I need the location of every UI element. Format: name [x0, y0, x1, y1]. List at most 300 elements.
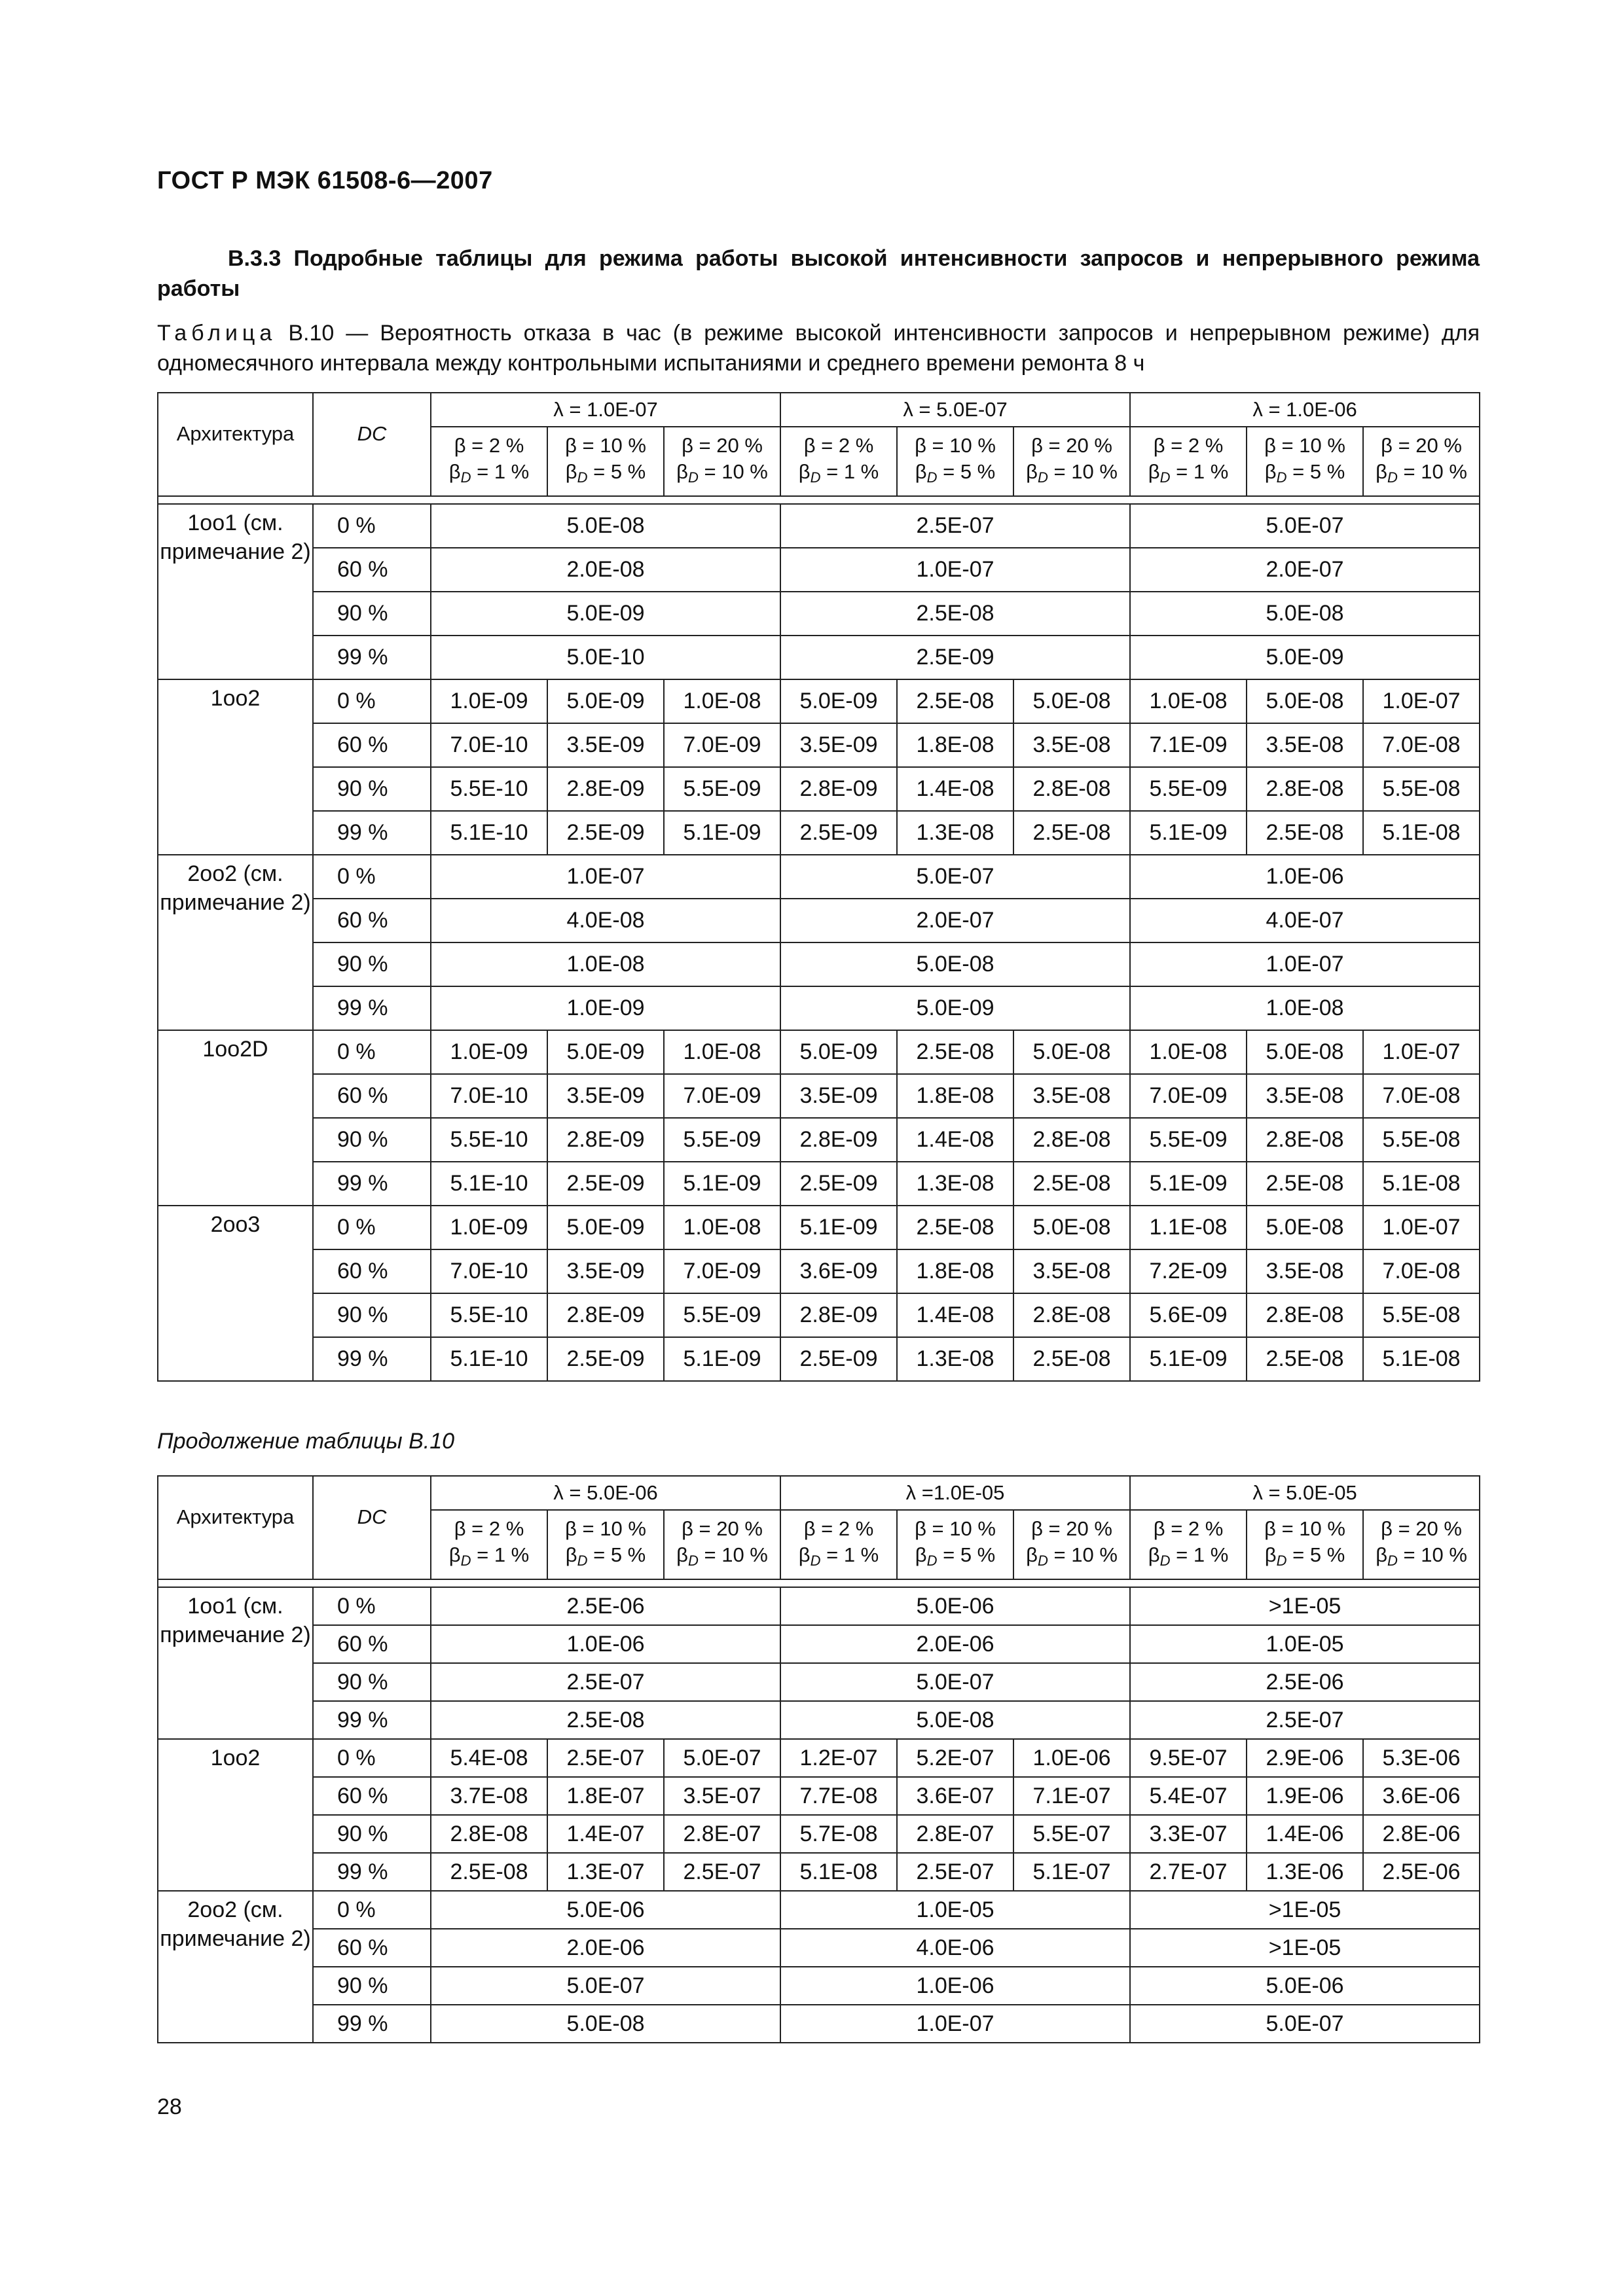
value-cell: 7.1E-09: [1130, 723, 1247, 767]
beta-d-subscript: D: [577, 469, 588, 486]
table-row: [158, 1249, 1480, 1293]
value-cell: 1.2E-07: [780, 1739, 897, 1777]
continuation-caption: Продолжение таблицы В.10: [157, 1429, 455, 1454]
value-cell: 3.5E-08: [1247, 723, 1363, 767]
table-row: [158, 548, 1480, 592]
value-cell: 7.0E-10: [431, 1249, 547, 1293]
value-cell-merged: >1E-05: [1130, 1891, 1480, 1929]
value-cell: 5.1E-08: [1363, 811, 1480, 855]
value-cell: 5.1E-07: [1013, 1853, 1130, 1891]
architecture-cell: 1oo2D: [158, 1030, 313, 1206]
value-cell-merged: 1.0E-07: [1130, 942, 1480, 986]
value-cell: 3.5E-09: [547, 1074, 664, 1118]
lambda-header: λ = 5.0E-05: [1130, 1476, 1480, 1510]
table-row: [158, 1206, 1480, 1249]
value-cell: 2.8E-09: [780, 1293, 897, 1337]
value-cell: 1.3E-06: [1247, 1853, 1363, 1891]
value-cell: 3.5E-08: [1013, 723, 1130, 767]
value-cell: 7.0E-08: [1363, 1074, 1480, 1118]
beta-d-subscript: D: [1038, 469, 1048, 486]
value-cell: 2.8E-08: [1247, 1293, 1363, 1337]
value-cell-merged: 5.0E-09: [431, 592, 780, 636]
table-row: [158, 723, 1480, 767]
value-cell: 5.0E-09: [780, 1030, 897, 1074]
value-cell: 5.2E-07: [897, 1739, 1013, 1777]
value-cell-merged: 2.5E-09: [780, 636, 1130, 679]
value-cell-merged: 5.0E-08: [431, 504, 780, 548]
value-cell-merged: 1.0E-06: [1130, 855, 1480, 899]
value-cell: 1.4E-07: [547, 1815, 664, 1853]
table-row: [158, 1891, 1480, 1929]
value-cell-merged: 2.0E-07: [780, 899, 1130, 942]
beta-value: β = 20 %: [1381, 433, 1462, 457]
beta-d-value: = 1 %: [471, 1543, 530, 1566]
beta-value: β = 20 %: [682, 1516, 763, 1540]
value-cell: 7.0E-08: [1363, 723, 1480, 767]
dc-cell: 60 %: [313, 1929, 431, 1967]
value-cell: 5.1E-09: [1130, 811, 1247, 855]
beta-value: β = 10 %: [1264, 1516, 1345, 1540]
table-row: [158, 1118, 1480, 1162]
dc-cell: 0 %: [313, 504, 431, 548]
table-caption-label: Таблица: [157, 321, 277, 346]
value-cell: 7.0E-10: [431, 723, 547, 767]
dc-cell: 60 %: [313, 548, 431, 592]
beta-value: β = 2 %: [454, 433, 524, 457]
value-cell: 2.8E-09: [547, 1118, 664, 1162]
value-cell: 2.5E-09: [780, 811, 897, 855]
value-cell: 1.3E-07: [547, 1853, 664, 1891]
value-cell: 2.8E-08: [1013, 1293, 1130, 1337]
table-row: [158, 636, 1480, 679]
value-cell-merged: 2.0E-07: [1130, 548, 1480, 592]
header-separator: [158, 496, 1480, 504]
value-cell-merged: 4.0E-07: [1130, 899, 1480, 942]
beta-d-subscript: D: [1276, 1552, 1287, 1569]
table-row: [158, 592, 1480, 636]
dc-cell: 0 %: [313, 1206, 431, 1249]
beta-header: β = 2 % $\beta_D = 1$ %: [780, 1510, 897, 1579]
beta-header: β = 2 % $\beta_D = 1$ %: [431, 427, 547, 496]
value-cell: 5.1E-10: [431, 1162, 547, 1206]
value-cell: 2.5E-09: [780, 1162, 897, 1206]
value-cell: 2.5E-08: [1013, 1337, 1130, 1381]
value-cell: 5.5E-08: [1363, 767, 1480, 811]
beta-d-subscript: D: [460, 1552, 471, 1569]
value-cell-merged: 1.0E-07: [780, 2005, 1130, 2043]
value-cell: 1.8E-07: [547, 1777, 664, 1815]
value-cell-merged: 5.0E-08: [780, 1701, 1130, 1739]
value-cell-merged: 2.0E-06: [431, 1929, 780, 1967]
architecture-cell: 2oo2 (см. примечание 2): [158, 855, 313, 1030]
value-cell-merged: 1.0E-06: [431, 1625, 780, 1663]
value-cell: 5.5E-08: [1363, 1118, 1480, 1162]
beta-d-subscript: D: [687, 1552, 699, 1569]
value-cell-merged: 1.0E-06: [780, 1967, 1130, 2005]
dc-cell: 90 %: [313, 767, 431, 811]
value-cell: 1.9E-06: [1247, 1777, 1363, 1815]
beta-d-value: = 10 %: [1048, 1543, 1118, 1566]
value-cell: 2.8E-08: [1013, 767, 1130, 811]
table-caption: [157, 318, 1480, 378]
value-cell: 5.0E-09: [547, 1206, 664, 1249]
value-cell: 2.5E-07: [664, 1853, 780, 1891]
value-cell: 1.0E-08: [1130, 1030, 1247, 1074]
value-cell: 5.0E-08: [1013, 1206, 1130, 1249]
beta-d-value: = 5 %: [587, 1543, 646, 1566]
value-cell: 5.5E-09: [1130, 1118, 1247, 1162]
dc-cell: 90 %: [313, 1815, 431, 1853]
value-cell: 1.0E-08: [664, 679, 780, 723]
value-cell: 2.5E-08: [1247, 811, 1363, 855]
col-header-architecture: Архитектура: [158, 393, 313, 496]
value-cell: 5.1E-10: [431, 1337, 547, 1381]
beta-value: β = 10 %: [565, 433, 646, 457]
beta-value: β = 10 %: [1264, 433, 1345, 457]
value-cell: 2.8E-09: [780, 767, 897, 811]
table-row: [158, 1074, 1480, 1118]
value-cell: 5.0E-08: [1247, 1206, 1363, 1249]
lambda-header: λ =1.0E-05: [780, 1476, 1130, 1510]
value-cell: 1.1E-08: [1130, 1206, 1247, 1249]
value-cell: 5.1E-09: [1130, 1337, 1247, 1381]
value-cell: 5.5E-10: [431, 1118, 547, 1162]
value-cell: 3.5E-08: [1013, 1249, 1130, 1293]
value-cell: 2.8E-09: [547, 767, 664, 811]
value-cell-merged: 5.0E-09: [1130, 636, 1480, 679]
value-cell-merged: 2.5E-07: [1130, 1701, 1480, 1739]
value-cell: 2.5E-09: [780, 1337, 897, 1381]
value-cell-merged: 2.5E-06: [431, 1587, 780, 1625]
table-row: [158, 2005, 1480, 2043]
table-row: [158, 1587, 1480, 1625]
beta-d-value: = 5 %: [1286, 1543, 1345, 1566]
value-cell: 7.0E-09: [664, 1074, 780, 1118]
table-row: [158, 504, 1480, 548]
beta-header: β = 10 % $\beta_D = 5$ %: [547, 1510, 664, 1579]
value-cell: 3.6E-09: [780, 1249, 897, 1293]
value-cell-merged: 1.0E-05: [1130, 1625, 1480, 1663]
dc-cell: 60 %: [313, 1074, 431, 1118]
value-cell: 2.8E-08: [1247, 767, 1363, 811]
value-cell: 2.8E-09: [780, 1118, 897, 1162]
beta-header: β = 10 % $\beta_D = 5$ %: [547, 427, 664, 496]
beta-d-subscript: D: [810, 1552, 821, 1569]
table-row: [158, 1929, 1480, 1967]
beta-d-value: = 5 %: [937, 1543, 996, 1566]
value-cell-merged: 1.0E-07: [780, 548, 1130, 592]
dc-cell: 0 %: [313, 1739, 431, 1777]
value-cell: 2.8E-08: [431, 1815, 547, 1853]
value-cell: 5.5E-09: [664, 1293, 780, 1337]
table-row: [158, 899, 1480, 942]
value-cell-merged: 5.0E-07: [1130, 504, 1480, 548]
value-cell: 2.8E-07: [897, 1815, 1013, 1853]
beta-header: β = 20 % $\beta_D = 10$ %: [1363, 427, 1480, 496]
value-cell: 5.5E-10: [431, 1293, 547, 1337]
dc-cell: 0 %: [313, 679, 431, 723]
value-cell: 1.4E-08: [897, 1293, 1013, 1337]
value-cell: 5.4E-08: [431, 1739, 547, 1777]
table-row: [158, 1663, 1480, 1701]
value-cell: 3.3E-07: [1130, 1815, 1247, 1853]
beta-header: β = 20 % $\beta_D = 10$ %: [1363, 1510, 1480, 1579]
value-cell: 5.5E-08: [1363, 1293, 1480, 1337]
table-row: [158, 855, 1480, 899]
value-cell: 2.5E-08: [897, 1206, 1013, 1249]
document-header: ГОСТ Р МЭК 61508-6—2007: [157, 167, 493, 194]
beta-d-subscript: D: [460, 469, 471, 486]
beta-header: β = 2 % $\beta_D = 1$ %: [1130, 427, 1247, 496]
beta-d-value: = 1 %: [1170, 459, 1229, 483]
beta-header: β = 10 % $\beta_D = 5$ %: [1247, 427, 1363, 496]
value-cell: 2.8E-06: [1363, 1815, 1480, 1853]
value-cell: 1.3E-08: [897, 811, 1013, 855]
value-cell: 5.1E-08: [1363, 1162, 1480, 1206]
value-cell-merged: 5.0E-08: [780, 942, 1130, 986]
table-row: [158, 1625, 1480, 1663]
dc-cell: 90 %: [313, 1663, 431, 1701]
architecture-cell: 1oo1 (см. примечание 2): [158, 504, 313, 679]
value-cell: 5.1E-09: [1130, 1162, 1247, 1206]
value-cell: 1.0E-08: [664, 1206, 780, 1249]
value-cell: 2.5E-08: [1013, 811, 1130, 855]
beta-header: β = 20 % $\beta_D = 10$ %: [664, 1510, 780, 1579]
value-cell: 2.5E-09: [547, 811, 664, 855]
dc-cell: 90 %: [313, 1118, 431, 1162]
value-cell: 5.3E-06: [1363, 1739, 1480, 1777]
beta-value: β = 2 %: [454, 1516, 524, 1540]
table-row: [158, 1293, 1480, 1337]
dc-cell: 99 %: [313, 1337, 431, 1381]
value-cell: 7.0E-08: [1363, 1249, 1480, 1293]
value-cell: 5.1E-08: [1363, 1337, 1480, 1381]
value-cell: 1.0E-06: [1013, 1739, 1130, 1777]
architecture-cell: 2oo2 (см. примечание 2): [158, 1891, 313, 2043]
beta-d-subscript: D: [577, 1552, 588, 1569]
beta-value: β = 10 %: [915, 1516, 996, 1540]
value-cell: 5.5E-07: [1013, 1815, 1130, 1853]
value-cell: 2.5E-07: [547, 1739, 664, 1777]
col-header-architecture: Архитектура: [158, 1476, 313, 1579]
value-cell: 5.0E-08: [1013, 679, 1130, 723]
dc-cell: 0 %: [313, 1891, 431, 1929]
value-cell: 7.0E-10: [431, 1074, 547, 1118]
header-separator: [158, 1579, 1480, 1587]
beta-d-value: = 1 %: [1170, 1543, 1229, 1566]
beta-d-value: = 1 %: [820, 459, 879, 483]
beta-d-subscript: D: [810, 469, 821, 486]
value-cell-merged: 2.0E-08: [431, 548, 780, 592]
dc-cell: 90 %: [313, 1967, 431, 2005]
dc-cell: 90 %: [313, 592, 431, 636]
dc-cell: 99 %: [313, 1701, 431, 1739]
value-cell: 1.3E-08: [897, 1162, 1013, 1206]
value-cell: 1.0E-07: [1363, 679, 1480, 723]
value-cell-merged: >1E-05: [1130, 1587, 1480, 1625]
dc-cell: 0 %: [313, 1030, 431, 1074]
beta-header: β = 2 % $\beta_D = 1$ %: [431, 1510, 547, 1579]
value-cell: 2.5E-08: [1247, 1337, 1363, 1381]
beta-header: β = 2 % $\beta_D = 1$ %: [780, 427, 897, 496]
value-cell: 2.5E-08: [897, 679, 1013, 723]
table-row: [158, 1967, 1480, 2005]
beta-value: β = 2 %: [803, 1516, 874, 1540]
value-cell: 5.6E-09: [1130, 1293, 1247, 1337]
dc-cell: 60 %: [313, 1777, 431, 1815]
table-row: [158, 679, 1480, 723]
value-cell: 5.5E-09: [664, 1118, 780, 1162]
beta-d-subscript: D: [926, 469, 938, 486]
beta-value: β = 10 %: [565, 1516, 646, 1540]
table-b10-part1: [157, 392, 1480, 1382]
value-cell: 5.0E-09: [547, 1030, 664, 1074]
value-cell-merged: 1.0E-07: [431, 855, 780, 899]
value-cell-merged: 5.0E-06: [1130, 1967, 1480, 2005]
architecture-cell: 2oo3: [158, 1206, 313, 1381]
value-cell-merged: 5.0E-07: [431, 1967, 780, 2005]
value-cell: 2.8E-07: [664, 1815, 780, 1853]
beta-header: β = 10 % $\beta_D = 5$ %: [897, 1510, 1013, 1579]
value-cell-merged: 5.0E-07: [1130, 2005, 1480, 2043]
value-cell-merged: 2.0E-06: [780, 1625, 1130, 1663]
value-cell-merged: 5.0E-06: [431, 1891, 780, 1929]
dc-cell: 99 %: [313, 811, 431, 855]
value-cell: 3.5E-09: [780, 723, 897, 767]
table-row: [158, 1030, 1480, 1074]
value-cell: 7.1E-07: [1013, 1777, 1130, 1815]
beta-d-value: = 5 %: [937, 459, 996, 483]
col-header-dc: DC: [313, 393, 431, 496]
value-cell: 1.0E-09: [431, 1030, 547, 1074]
dc-cell: 60 %: [313, 723, 431, 767]
beta-value: β = 2 %: [1153, 1516, 1224, 1540]
beta-d-value: = 10 %: [1397, 1543, 1467, 1566]
dc-cell: 99 %: [313, 636, 431, 679]
value-cell: 5.1E-10: [431, 811, 547, 855]
value-cell-merged: 2.5E-08: [780, 592, 1130, 636]
header-separator-cell: [158, 496, 1480, 504]
value-cell: 7.0E-09: [664, 1249, 780, 1293]
dc-cell: 90 %: [313, 942, 431, 986]
table-row: [158, 986, 1480, 1030]
beta-d-subscript: D: [1387, 469, 1398, 486]
beta-header: β = 20 % $\beta_D = 10$ %: [664, 427, 780, 496]
value-cell: 5.1E-08: [780, 1853, 897, 1891]
table-row: [158, 1777, 1480, 1815]
beta-header: β = 10 % $\beta_D = 5$ %: [897, 427, 1013, 496]
table-row: [158, 1739, 1480, 1777]
beta-d-value: = 5 %: [587, 459, 646, 483]
value-cell: 3.5E-08: [1247, 1249, 1363, 1293]
value-cell: 9.5E-07: [1130, 1739, 1247, 1777]
value-cell: 1.4E-06: [1247, 1815, 1363, 1853]
value-cell: 1.0E-09: [431, 679, 547, 723]
value-cell: 2.8E-09: [547, 1293, 664, 1337]
beta-d-value: = 10 %: [1397, 459, 1467, 483]
beta-value: β = 20 %: [1381, 1516, 1462, 1540]
value-cell: 2.7E-07: [1130, 1853, 1247, 1891]
beta-header: β = 20 % $\beta_D = 10$ %: [1013, 427, 1130, 496]
section-title: В.3.3 Подробные таблицы для режима работы высокой интенсивности запросов и непрерывного режима работы: [157, 246, 1480, 301]
value-cell: 1.0E-07: [1363, 1206, 1480, 1249]
value-cell: 5.5E-09: [664, 767, 780, 811]
beta-d-value: = 10 %: [698, 1543, 768, 1566]
value-cell-merged: 5.0E-08: [431, 2005, 780, 2043]
value-cell: 3.5E-08: [1013, 1074, 1130, 1118]
value-cell-merged: >1E-05: [1130, 1929, 1480, 1967]
value-cell: 3.5E-08: [1247, 1074, 1363, 1118]
table-row: [158, 767, 1480, 811]
architecture-cell: 1oo1 (см. примечание 2): [158, 1587, 313, 1739]
value-cell: 3.5E-09: [547, 1249, 664, 1293]
table-row: [158, 1853, 1480, 1891]
beta-header: β = 2 % $\beta_D = 1$ %: [1130, 1510, 1247, 1579]
dc-cell: 0 %: [313, 1587, 431, 1625]
value-cell: 2.5E-06: [1363, 1853, 1480, 1891]
value-cell-merged: 2.5E-06: [1130, 1663, 1480, 1701]
value-cell-merged: 4.0E-06: [780, 1929, 1130, 1967]
header-row-lambda: [158, 393, 1480, 427]
value-cell: 1.0E-08: [1130, 679, 1247, 723]
table-row: [158, 1815, 1480, 1853]
value-cell: 3.5E-09: [547, 723, 664, 767]
value-cell: 1.0E-08: [664, 1030, 780, 1074]
dc-cell: 99 %: [313, 986, 431, 1030]
page-number: 28: [157, 2094, 182, 2119]
value-cell: 7.2E-09: [1130, 1249, 1247, 1293]
beta-d-subscript: D: [1276, 469, 1287, 486]
dc-cell: 0 %: [313, 855, 431, 899]
value-cell: 3.7E-08: [431, 1777, 547, 1815]
value-cell-merged: 5.0E-08: [1130, 592, 1480, 636]
value-cell: 5.0E-09: [547, 679, 664, 723]
table-row: [158, 1337, 1480, 1381]
beta-value: β = 20 %: [1031, 1516, 1112, 1540]
value-cell: 7.7E-08: [780, 1777, 897, 1815]
value-cell: 5.1E-09: [664, 1337, 780, 1381]
value-cell: 2.5E-08: [431, 1853, 547, 1891]
value-cell: 3.6E-07: [897, 1777, 1013, 1815]
dc-cell: 60 %: [313, 1249, 431, 1293]
value-cell: 2.8E-08: [1013, 1118, 1130, 1162]
beta-d-subscript: D: [1159, 469, 1171, 486]
beta-d-subscript: D: [926, 1552, 938, 1569]
lambda-header: λ = 1.0E-07: [431, 393, 780, 427]
value-cell: 5.1E-09: [664, 811, 780, 855]
value-cell-merged: 5.0E-07: [780, 855, 1130, 899]
table-caption-text: В.10 — Вероятность отказа в час (в режиме высокой интенсивности запросов и непрерывном режиме) для одномесячного интервала между контрольными испытаниями и среднего времени ремонта 8 ч: [157, 321, 1480, 376]
value-cell-merged: 2.5E-07: [431, 1663, 780, 1701]
value-cell: 5.0E-07: [664, 1739, 780, 1777]
value-cell: 5.4E-07: [1130, 1777, 1247, 1815]
value-cell-merged: 2.5E-08: [431, 1701, 780, 1739]
beta-d-subscript: D: [687, 469, 699, 486]
value-cell-merged: 5.0E-07: [780, 1663, 1130, 1701]
table-row: [158, 811, 1480, 855]
value-cell: 1.0E-07: [1363, 1030, 1480, 1074]
beta-value: β = 20 %: [1031, 433, 1112, 457]
value-cell-merged: 1.0E-05: [780, 1891, 1130, 1929]
beta-d-value: = 10 %: [698, 459, 768, 483]
beta-value: β = 10 %: [915, 433, 996, 457]
value-cell-merged: 5.0E-10: [431, 636, 780, 679]
value-cell: 2.5E-09: [547, 1162, 664, 1206]
beta-d-value: = 10 %: [1048, 459, 1118, 483]
lambda-header: λ = 5.0E-07: [780, 393, 1130, 427]
architecture-cell: 1oo2: [158, 1739, 313, 1891]
beta-value: β = 20 %: [682, 433, 763, 457]
